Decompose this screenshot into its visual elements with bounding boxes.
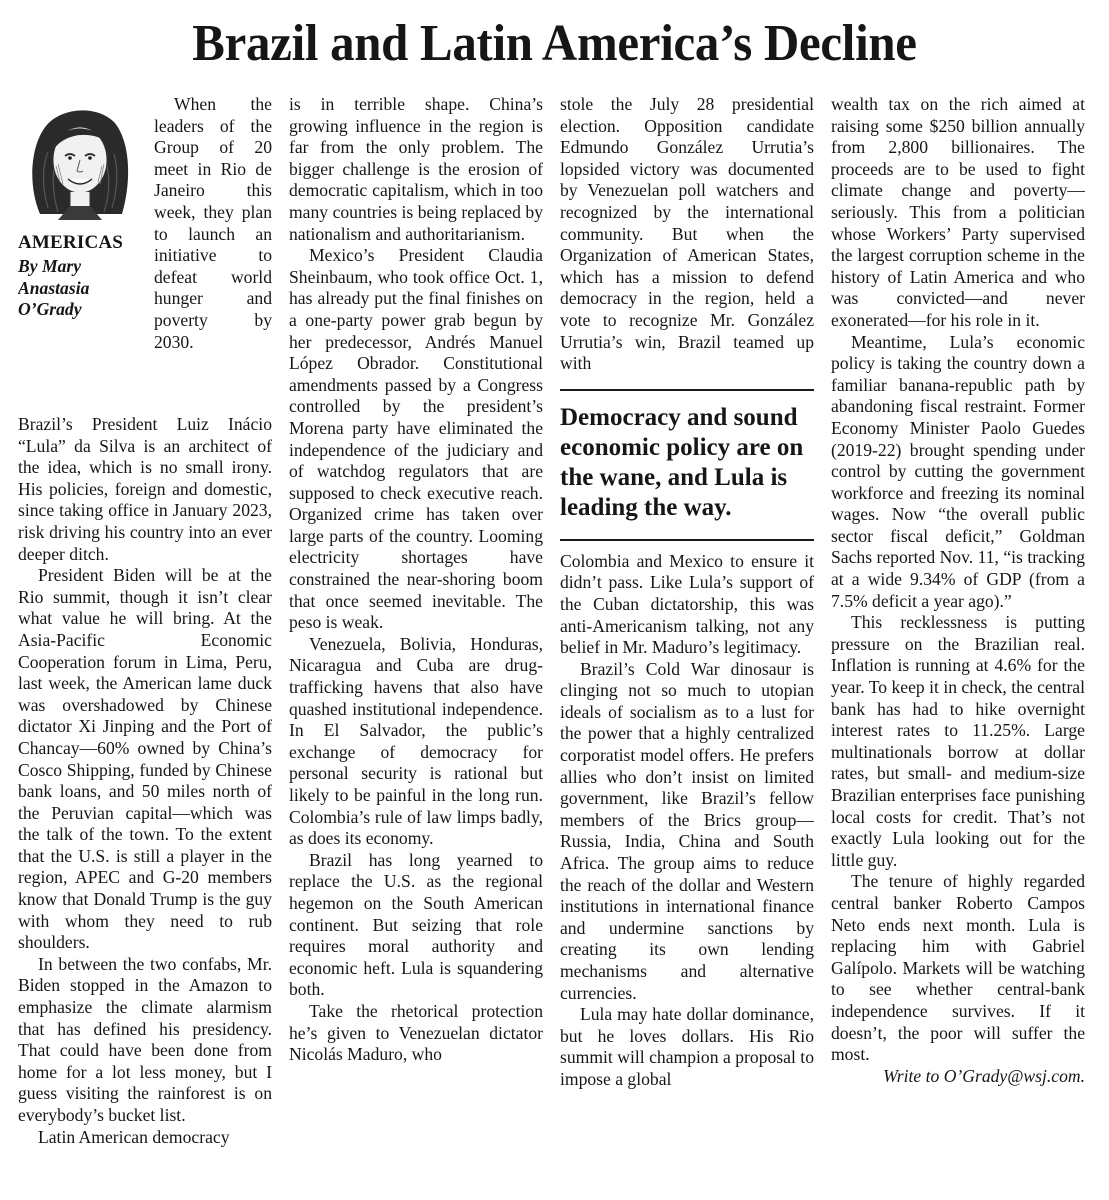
paragraph: Latin American democracy (38, 1126, 230, 1147)
column-label: AMERICAS (18, 232, 124, 253)
paragraph: Brazil’s Cold War dinosaur is clinging not so much to utopian ideals of socialism as to a lust for the power that a highly centralized corporatist model offers. He prefers allies who don’t insist on limited government, like Brazil’s fellow members of the Brics group—Russia, India, China and South Africa. The group aims to reduce the reach of the dollar and Western institutions in international finance and undermine sanctions by creating its own lending mechanisms and alternative currencies. (560, 658, 814, 1003)
paragraph: Take the rhetorical protection he’s given to Venezuelan dictator Nicolás Maduro, who (289, 1000, 543, 1065)
paragraph: This recklessness is putting pressure on the Brazilian real. Inflation is running at 4.6% for the year. To keep it in check, the central bank has had to hike overnight interest rates to 11.25%. Large multinationals borrow at dollar rates, but small- and medium-size Brazilian enterprises face punishing local costs for credit. That’s not exactly Lula looking out for the little guy. (831, 612, 1085, 870)
byline-block (18, 94, 272, 414)
lede-paragraph: When the leaders of the Group of 20 meet in Rio de Janeiro this week, they plan to launch an initiative to defeat world hunger and poverty by 2030. (154, 94, 272, 352)
paragraph: wealth tax on the rich aimed at raising some $250 billion annually from 2,800 billionaires. The proceeds are to be used to fight climate change and poverty—seriously. This from a politician whose Workers’ Party supervised the largest corruption scheme in the history of Latin America and who was convicted—and never exonerated—for his role in it. (831, 94, 1085, 330)
paragraph: President Biden will be at the Rio summit, though it isn’t clear what value he will bring. At the Asia-Pacific Economic Cooperation forum in Lima, Peru, last week, the American lame duck was overshadowed by Chinese dictator Xi Jinping and the Port of Chancay—60% owned by China’s Cosco Shipping, funded by Chinese bank loans, and 50 miles north of the Peruvian capital—which was the talk of the town. To the extent that the U.S. is still a player in the region, APEC and G-20 members know that Donald Trump is the guy with whom they need to rub shoulders. (18, 565, 272, 953)
paragraph: Brazil’s President Luiz Inácio “Lula” da Silva is an architect of the idea, which is no small irony. His policies, foreign and domestic, since taking office in January 2023, risk driving his country into an ever deeper ditch. (18, 414, 272, 564)
author-byline (18, 256, 154, 321)
paragraph: stole the July 28 presidential election. Opposition candidate Edmundo González Urrutia’s lopsided victory was documented by Venezuelan poll watchers and recognized by the international community. But when the Organization of American States, which has a mission to defend democracy in the region, held a vote to recognize Mr. González Urrutia’s win, Brazil teamed up with (560, 94, 814, 374)
column-3 (560, 94, 814, 1184)
paragraph: Brazil has long yearned to replace the U.S. as the regional hegemon on the South American continent. But seizing that role requires moral authority and economic heft. Lula is squandering both. (289, 849, 543, 1000)
author-signoff: Write to O’Grady@wsj.com. (883, 1065, 1085, 1086)
paragraph: The tenure of highly regarded central banker Roberto Campos Neto ends next month. Lula is replacing him with Gabriel Galípolo. Markets will be watching to see whether central-bank independence survives. If it doesn’t, the poor will suffer the most. (831, 871, 1085, 1065)
author-line-3: O’Grady (18, 299, 82, 320)
paragraph: Colombia and Mexico to ensure it didn’t pass. Like Lula’s support of the Cuban dictatorship, this was anti-Americanism talking, not any belief in Mr. Maduro’s legitimacy. (560, 550, 814, 658)
author-line-1: By Mary (18, 256, 82, 276)
author-portrait (18, 96, 142, 220)
paragraph: In between the two confabs, Mr. Biden stopped in the Amazon to emphasize the climate alarmism that has defined his presidency. That could have been done from home for a lot less money, but I guess visiting the rainforest is on everybody’s bucket list. (18, 953, 272, 1125)
paragraph: Venezuela, Bolivia, Honduras, Nicaragua and Cuba are drug-trafficking havens that also have quashed institutional independence. In El Salvador, the public’s exchange of democracy for personal security is rational but likely to be painful in the long run. Colombia’s rule of law limps badly, as does its economy. (289, 633, 543, 849)
paragraph: Meantime, Lula’s economic policy is taking the country down a familiar banana-republic path by abandoning fiscal restraint. Former Economy Minister Paolo Guedes (2019-22) brought spending under control by cutting the government workforce and freezing its nominal wages. Now “the overall public sector fiscal deficit,” Goldman Sachs reported Nov. 11, “is tracking at a wide 9.34% of GDP (from a 7.5% deficit a year ago).” (831, 331, 1085, 611)
column-1 (18, 94, 272, 1184)
paragraph: Mexico’s President Claudia Sheinbaum, who took office Oct. 1, has already put the final finishes on a one-party power grab begun by her predecessor, Andrés Manuel López Obrador. Constitutional amendments passed by a Congress controlled by the president’s Morena party have eliminated the independence of the judiciary and of watchdog regulators that are supposed to check executive reach. Organized crime has taken over large parts of the country. Looming electricity shortages have constrained the near-shoring boom that once seemed inevitable. The peso is weak. (289, 245, 543, 633)
column-2 (289, 94, 543, 1184)
paragraph: Lula may hate dollar dominance, but he loves dollars. His Rio summit will champion a proposal to impose a global (560, 1004, 814, 1089)
column-4 (831, 94, 1085, 1184)
pull-quote: Democracy and sound economic policy are on the wane, and Lula is leading the way. (560, 389, 814, 541)
headline: Brazil and Latin America’s Decline (192, 15, 917, 72)
paragraph: is in terrible shape. China’s growing influence in the region is far from the only problem. The bigger challenge is the erosion of democratic capitalism, which in too many countries is being replaced by nationalism and authoritarianism. (289, 94, 543, 244)
author-line-2: Anastasia (18, 277, 90, 298)
